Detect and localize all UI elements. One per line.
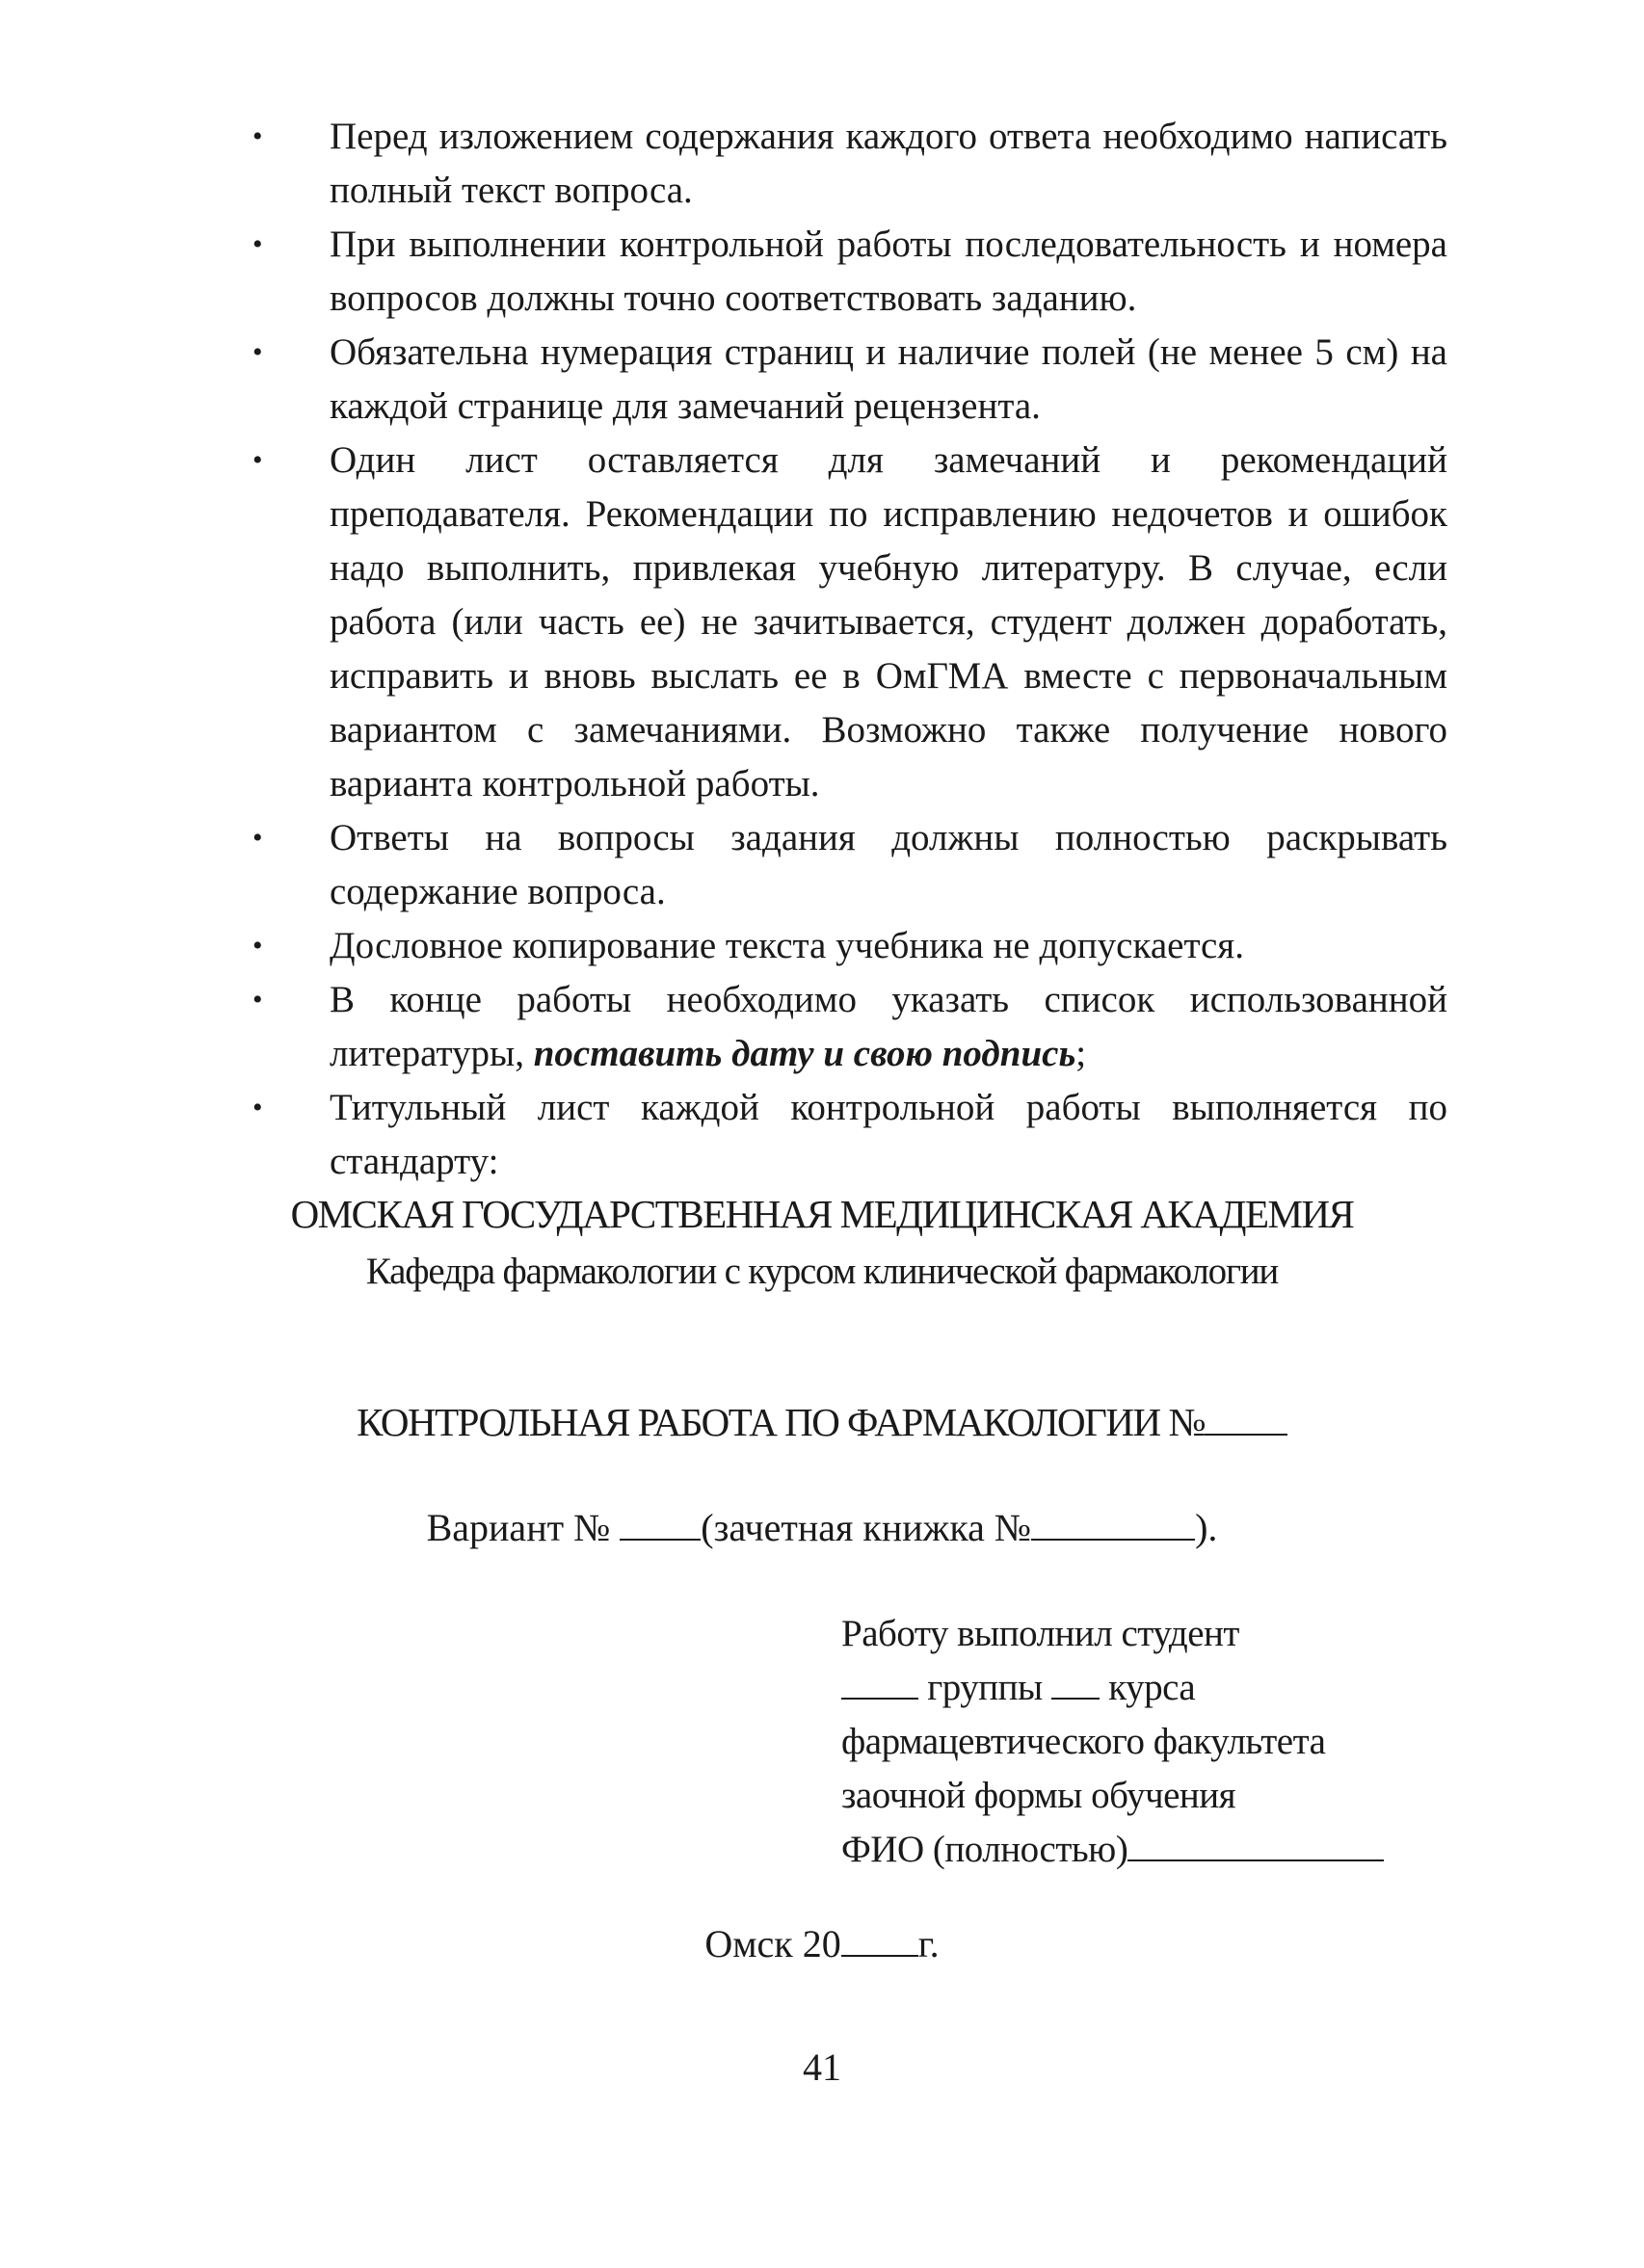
department-name: Кафедра фармакологии с курсом клинической фармакологии [365,1251,1279,1292]
fio-blank [1127,1827,1384,1861]
list-item [252,919,1447,973]
list-item-text: При выполнении контрольной работы последовательность и номера вопросов должны точно соответствовать заданию. [330,224,1447,319]
list-item-text [330,979,1447,1074]
work-title [0,1395,1644,1449]
signature-line-faculty: фармацевтического факультета [841,1721,1326,1762]
list-item-text: Титульный лист каждой контрольной работы выполняется по стандарту: [330,1087,1447,1182]
signature-line-fio [841,1823,1384,1877]
bullet-icon: • [252,1092,263,1123]
list-item-text: Дословное копирование текста учебника не допускается. [330,925,1244,966]
list-item-text: Один лист оставляется для замечаний и рекомендаций преподавателя. Рекомендации по исправлению недочетов и ошибок надо выполнить, привлекая учебную литературу. В случае, если работа (или часть ее) не зачитывается, студент должен доработать, исправить и вновь выслать ее в ОмГМА вместе с первоначальным вариантом с замечаниями. Возможно также получение нового варианта контрольной работы. [330,439,1447,804]
number-blank [1205,1401,1287,1436]
list-item [252,1081,1447,1189]
fio-label: ФИО (полностью) [841,1829,1128,1870]
list-item-text: Ответы на вопросы задания должны полностью раскрывать содержание вопроса. [330,817,1447,912]
bullet-icon: • [252,444,263,476]
year-blank [841,1922,918,1957]
bullet-icon: • [252,228,263,260]
list-item-text: Обязательна нумерация страниц и наличие полей (не менее 5 см) на каждой странице для замечаний рецензента. [330,331,1447,427]
bullet-icon: • [252,822,263,854]
requirements-list [252,110,1447,1189]
course-label: курса [1108,1667,1196,1708]
signature-line-form: заочной формы обучения [841,1775,1236,1816]
bullet-icon: • [252,120,263,152]
list-item-text-start: В конце работы необходимо указать список использованной литературы, [330,979,1447,1074]
signature-line-student: Работу выполнил студент [841,1613,1239,1654]
list-item [252,811,1447,919]
city-year-line [0,1917,1644,1971]
record-book-close: ). [1195,1506,1218,1549]
group-blank [841,1665,918,1700]
list-item-text: Перед изложением содержания каждого ответа необходимо написать полный текст вопроса. [330,116,1447,211]
academy-name: ОМСКАЯ ГОСУДАРСТВЕННАЯ МЕДИЦИНСКАЯ АКАДЕМИЯ [290,1192,1354,1236]
list-item [252,434,1447,811]
bullet-icon: • [252,984,263,1015]
list-item [252,973,1447,1081]
bullet-icon: • [252,930,263,962]
list-item [252,218,1447,326]
variant-blank [620,1506,701,1541]
record-book-blank [1031,1506,1195,1541]
page-number: 41 [803,2045,841,2089]
city-prefix: Омск 20 [704,1922,841,1965]
signature-line-group [841,1661,1384,1715]
bullet-icon: • [252,336,263,368]
list-item-text-tail: ; [1075,1033,1087,1074]
city-suffix: г. [917,1922,940,1965]
course-blank [1051,1665,1100,1700]
emphasis-text: поставить дату и свою подпись [533,1033,1076,1074]
work-title-text: КОНТРОЛЬНАЯ РАБОТА ПО ФАРМАКОЛОГИИ № [357,1400,1205,1444]
list-item [252,110,1447,218]
signature-block [841,1607,1384,1877]
variant-label: Вариант № [426,1506,611,1549]
variant-line [0,1501,1644,1555]
list-item [252,326,1447,434]
record-book-label: (зачетная книжка № [701,1506,1032,1549]
group-label: группы [927,1667,1043,1708]
